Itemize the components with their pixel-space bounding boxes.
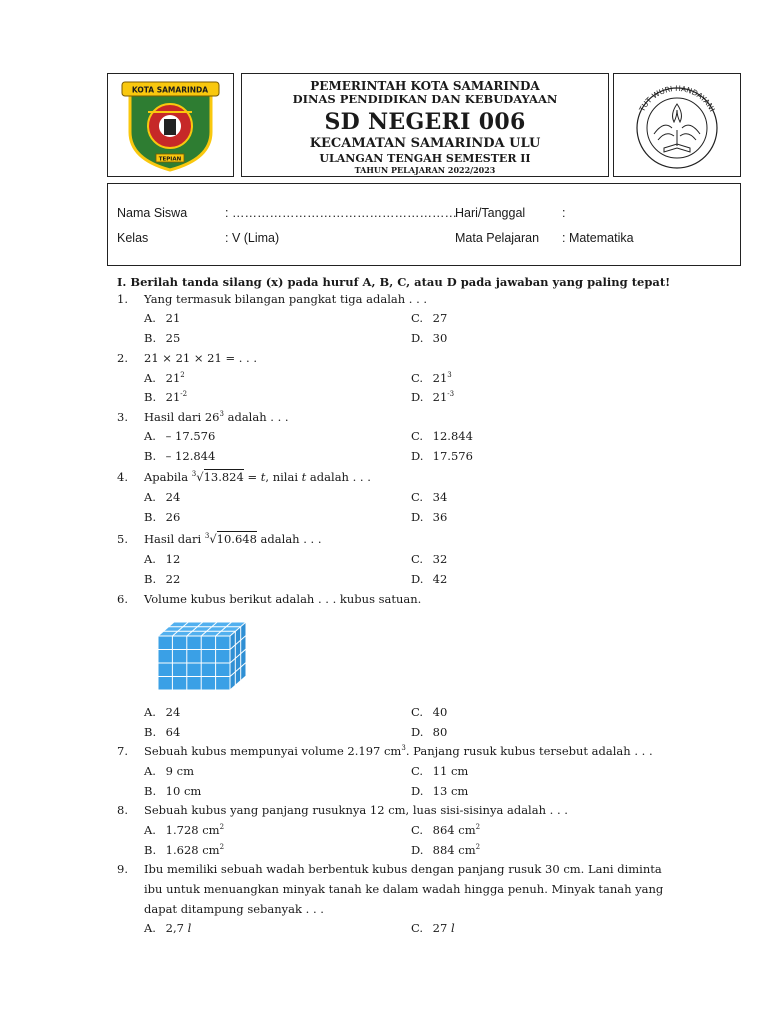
student-name-field[interactable]: : ……………………………………………… <box>225 206 457 220</box>
question-1-option-b[interactable]: B. 25 <box>144 331 181 345</box>
logo-left-motto: TEPIAN <box>158 156 182 163</box>
question-4-option-b[interactable]: B. 26 <box>144 510 181 524</box>
question-6-option-b[interactable]: B. 64 <box>144 725 181 739</box>
question-7-option-b[interactable]: B. 10 cm <box>144 784 202 798</box>
logo-left-banner-text: KOTA SAMARINDA <box>131 85 209 95</box>
question-4-option-a[interactable]: A. 24 <box>144 490 181 504</box>
question-2-option-b[interactable]: B. $21^{-2}$ <box>144 390 188 404</box>
question-6-option-a[interactable]: A. 24 <box>144 705 181 719</box>
svg-text:TUT WURI HANDAYANI <box>637 84 717 114</box>
cube-root-icon: √ <box>209 532 217 546</box>
date-label: Hari/Tanggal <box>455 206 526 220</box>
question-7-option-c[interactable]: C. 11 cm <box>411 764 469 778</box>
student-info-box <box>107 183 741 266</box>
question-6-number: 6. <box>117 592 128 606</box>
question-2-option-d[interactable]: D. $21^{-3}$ <box>411 390 455 404</box>
question-9-text-line-1: Ibu memiliki sebuah wadah berbentuk kubus dengan panjang rusuk 30 cm. Lani diminta <box>144 862 662 876</box>
class-label: Kelas <box>117 231 149 245</box>
question-4-option-c[interactable]: C. 34 <box>411 490 448 504</box>
question-6-option-c[interactable]: C. 40 <box>411 705 448 719</box>
question-3-option-b[interactable]: B. – 12.844 <box>144 449 216 463</box>
question-4-option-d[interactable]: D. 36 <box>411 510 448 524</box>
logo-right-box <box>613 73 741 177</box>
question-3-option-d[interactable]: D. 17.576 <box>411 449 473 463</box>
question-9-number: 9. <box>117 862 128 876</box>
question-8-text: Sebuah kubus yang panjang rusuknya 12 cm, luas sisi-sisinya adalah . . . <box>144 803 568 817</box>
unit-cube-figure <box>158 618 250 692</box>
question-5-option-c[interactable]: C. 32 <box>411 552 448 566</box>
header-government: PEMERINTAH KOTA SAMARINDA <box>310 79 540 93</box>
header-school-name: SD NEGERI 006 <box>324 108 526 135</box>
section-instruction: I. Berilah tanda silang (x) pada huruf A, B, C, atau D pada jawaban yang paling tepat! <box>117 275 671 289</box>
question-4-number: 4. <box>117 470 128 484</box>
question-2-option-c[interactable]: C. $21^3$ <box>411 371 452 385</box>
header-exam-title: ULANGAN TENGAH SEMESTER II <box>319 151 531 165</box>
question-3-text: Hasil dari $26^3$ adalah . . . <box>144 410 289 424</box>
question-6-text: Volume kubus berikut adalah . . . kubus satuan. <box>144 592 422 606</box>
question-1-option-c[interactable]: C. 27 <box>411 311 448 325</box>
question-1-text: Yang termasuk bilangan pangkat tiga adalah . . . <box>144 292 428 306</box>
question-1-option-a[interactable]: A. 21 <box>144 311 181 325</box>
question-8-option-a[interactable]: A. 1.728 $cm^2$ <box>144 823 225 837</box>
question-8-option-b[interactable]: B. 1.628 $cm^2$ <box>144 843 225 857</box>
question-2-number: 2. <box>117 351 128 365</box>
tut-wuri-handayani-logo <box>614 74 740 176</box>
question-3-option-c[interactable]: C. 12.844 <box>411 429 473 443</box>
header-district: KECAMATAN SAMARINDA ULU <box>309 135 541 151</box>
logo-right-text: TUT WURI HANDAYANI <box>637 83 717 114</box>
question-6-option-d[interactable]: D. 80 <box>411 725 448 739</box>
question-8-option-d[interactable]: D. 884 $cm^2$ <box>411 843 481 857</box>
question-9-option-c[interactable]: C. 27 l <box>411 921 455 935</box>
header-academic-year: TAHUN PELAJARAN 2022/2023 <box>354 164 496 175</box>
question-3-option-a[interactable]: A. – 17.576 <box>144 429 216 443</box>
samarinda-city-logo <box>108 74 233 176</box>
question-9-option-a[interactable]: A. 2,7 l <box>144 921 192 935</box>
subject-value: : Matematika <box>562 231 634 245</box>
header-department: DINAS PENDIDIKAN DAN KEBUDAYAAN <box>292 92 558 106</box>
question-7-number: 7. <box>117 744 128 758</box>
question-5-text: Hasil dari $^3$√10.648 adalah . . . <box>144 532 322 546</box>
question-1-option-d[interactable]: D. 30 <box>411 331 448 345</box>
question-9-text-line-3: dapat ditampung sebanyak . . . <box>144 902 324 916</box>
question-7-option-d[interactable]: D. 13 cm <box>411 784 469 798</box>
question-5-option-d[interactable]: D. 42 <box>411 572 448 586</box>
question-4-text: Apabila $^3$√13.824 = t, nilai t adalah . . . <box>144 470 371 484</box>
question-7-option-a[interactable]: A. 9 cm <box>144 764 194 778</box>
question-9-text-line-2: ibu untuk menuangkan minyak tanah ke dalam wadah hingga penuh. Minyak tanah yang <box>144 882 664 896</box>
school-header <box>241 73 609 177</box>
class-value: : V (Lima) <box>225 231 280 245</box>
question-2-text: 21 × 21 × 21 = . . . <box>144 351 258 365</box>
logo-left-box <box>107 73 234 177</box>
question-5-number: 5. <box>117 532 128 546</box>
date-field[interactable]: : <box>562 206 566 220</box>
question-8-number: 8. <box>117 803 128 817</box>
cube-root-icon: √ <box>196 470 204 484</box>
question-7-text: Sebuah kubus mempunyai volume 2.197 $cm^3$. Panjang rusuk kubus tersebut adalah . . . <box>144 744 653 758</box>
question-5-option-b[interactable]: B. 22 <box>144 572 181 586</box>
question-8-option-c[interactable]: C. 864 $cm^2$ <box>411 823 481 837</box>
question-5-option-a[interactable]: A. 12 <box>144 552 181 566</box>
subject-label: Mata Pelajaran <box>455 231 540 245</box>
question-2-option-a[interactable]: A. $21^2$ <box>144 371 185 385</box>
question-3-number: 3. <box>117 410 128 424</box>
question-1-number: 1. <box>117 292 128 306</box>
student-name-label: Nama Siswa <box>117 206 188 220</box>
